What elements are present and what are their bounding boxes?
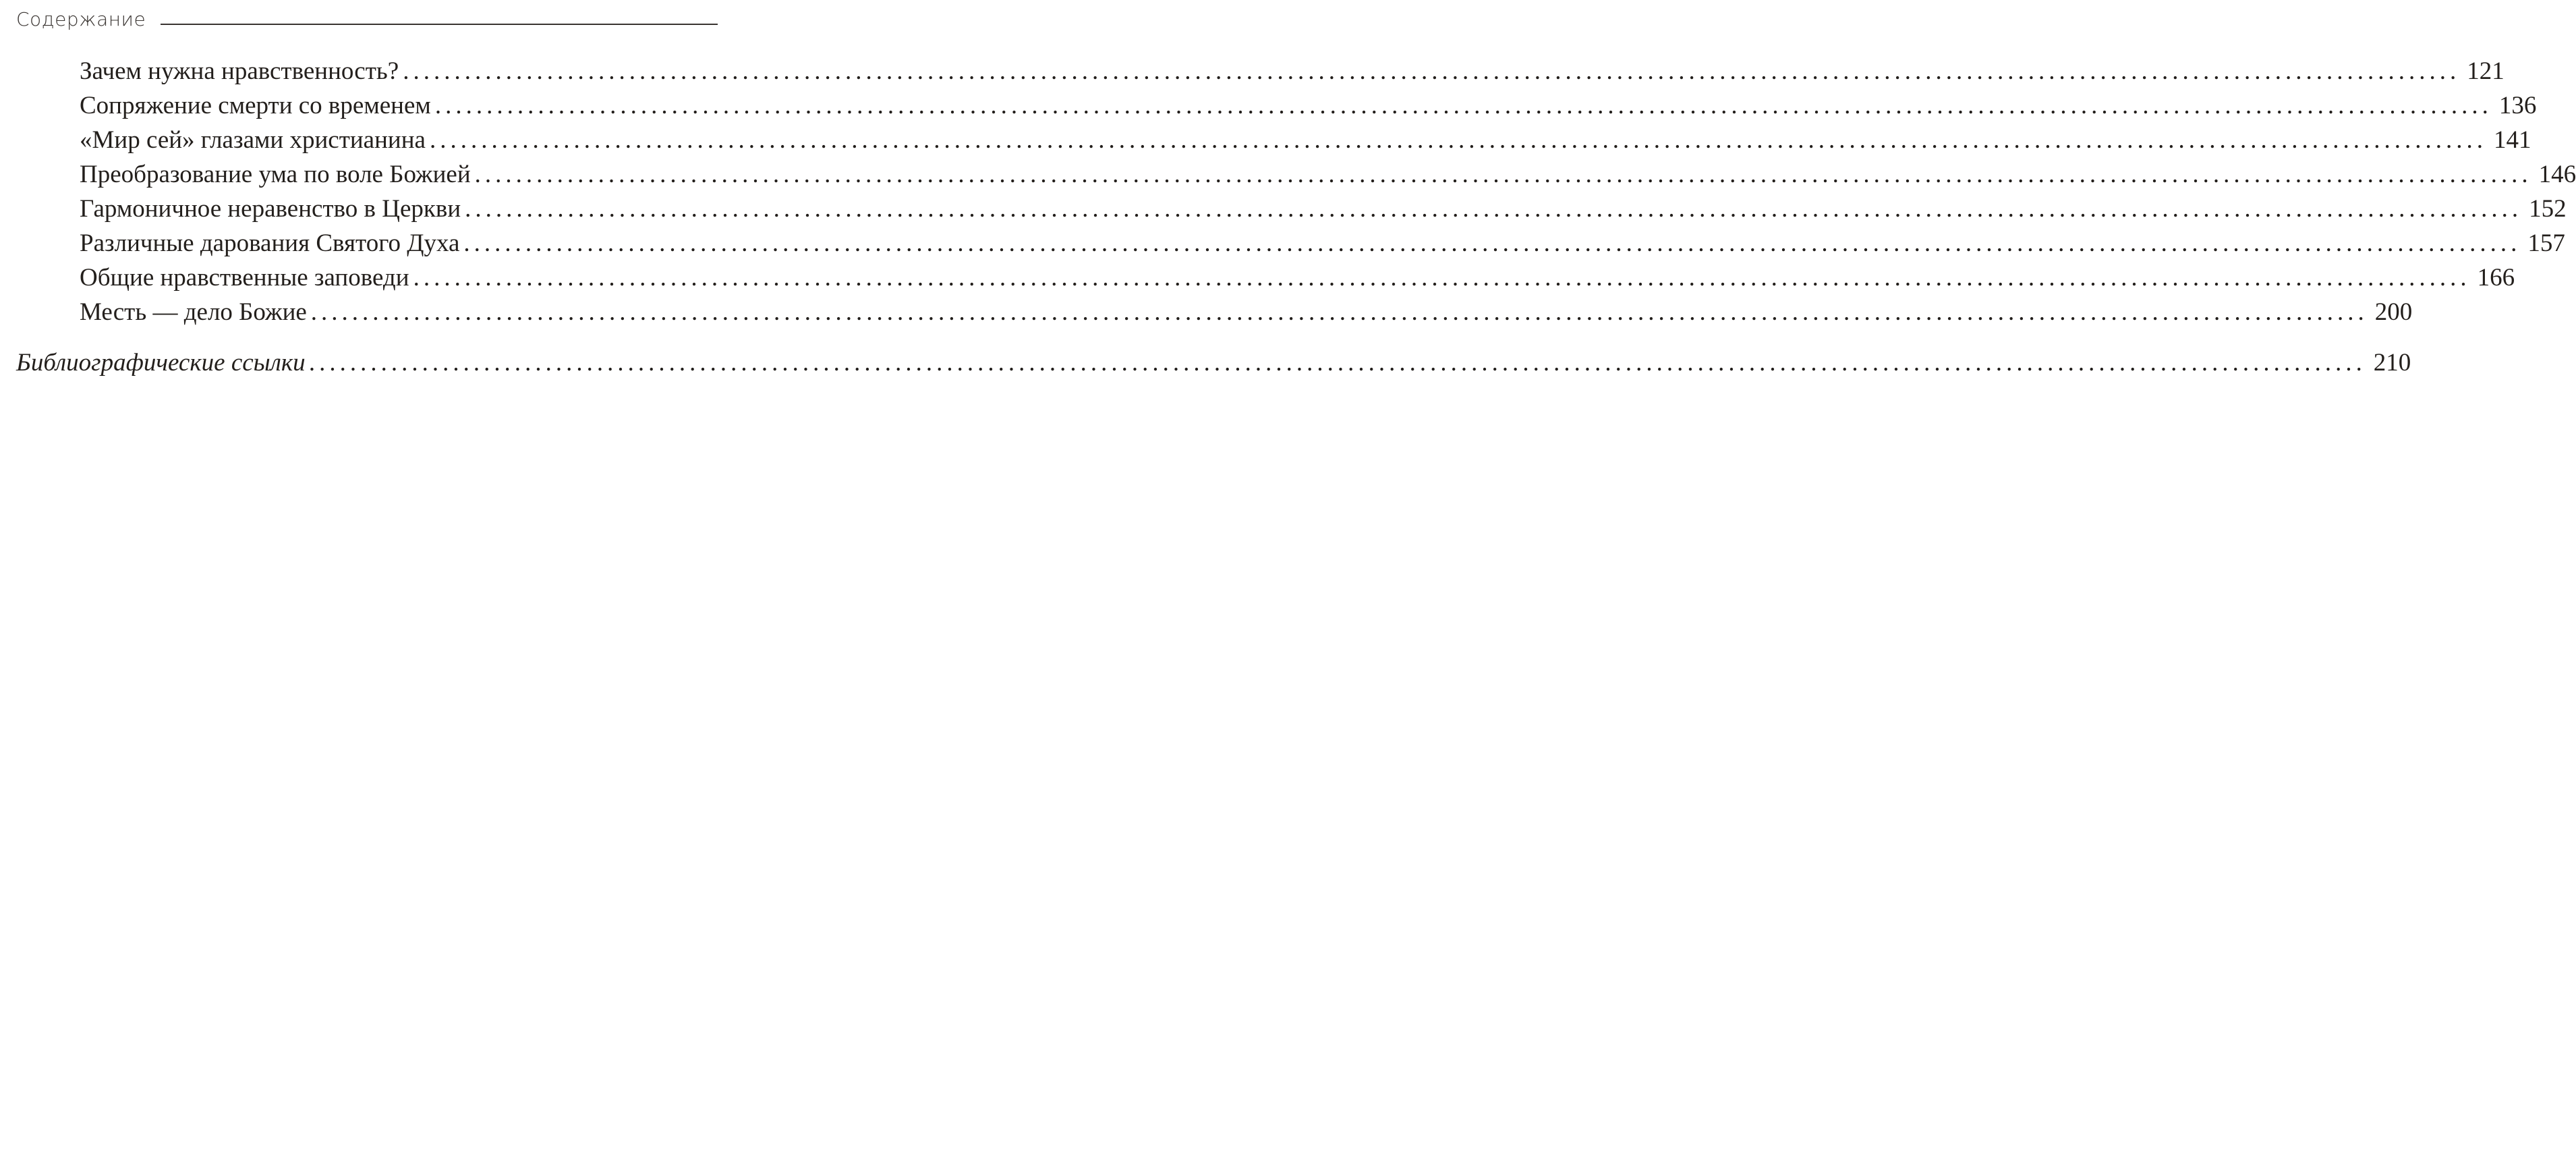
header-rule: [161, 24, 718, 25]
toc-entry-title: Месть — дело Божие: [80, 298, 307, 326]
toc-entry[interactable]: [80, 194, 2567, 227]
dot-leader: ........................................................................................................................................................................................................: [434, 92, 2492, 119]
header-title: Содержание: [16, 7, 146, 30]
toc-entry[interactable]: [80, 229, 2565, 261]
toc-entry-title: Общие нравственные заповеди: [80, 264, 409, 292]
toc-entry-title: Сопряжение смерти со временем: [80, 92, 431, 119]
toc-entry-page: 152: [2529, 195, 2567, 223]
dot-leader: ........................................................................................................................................................................................................: [465, 195, 2523, 223]
toc-entry-page: 157: [2527, 229, 2565, 257]
dot-leader: ........................................................................................................................................................................................................: [429, 126, 2487, 154]
toc-entry[interactable]: [80, 126, 2531, 158]
toc-entry-title: Различные дарования Святого Духа: [80, 229, 460, 257]
dot-leader: ........................................................................................................................................................................................................: [403, 57, 2461, 85]
toc-entry[interactable]: [80, 298, 2413, 330]
toc-entry-page: 121: [2467, 57, 2505, 85]
dot-leader: ........................................................................................................................................................................................................: [309, 349, 2367, 377]
toc-entry[interactable]: [80, 263, 2515, 296]
toc-entry-page: 141: [2493, 126, 2531, 154]
toc-entry-title: Гармоничное неравенство в Церкви: [80, 195, 461, 223]
toc-entry-page: 210: [2373, 349, 2411, 377]
running-header: [16, 5, 718, 32]
toc-entry[interactable]: [80, 57, 2505, 89]
toc-entry-title: Преобразование ума по воле Божией: [80, 161, 471, 188]
dot-leader: ........................................................................................................................................................................................................: [474, 161, 2532, 188]
toc-entry-page: 166: [2477, 264, 2515, 292]
toc-entry[interactable]: [80, 91, 2537, 123]
toc-entry-page: 146: [2538, 161, 2576, 188]
dot-leader: ........................................................................................................................................................................................................: [463, 229, 2521, 257]
toc-entry-title: «Мир сей» глазами христианина: [80, 126, 426, 154]
toc-entry-page: 136: [2498, 92, 2537, 119]
toc-entry-title: Библиографические ссылки: [16, 349, 306, 377]
toc-entry-bibliography[interactable]: [16, 348, 2411, 381]
dot-leader: ........................................................................................................................................................................................................: [310, 298, 2368, 326]
toc-entry-page: 200: [2374, 298, 2413, 326]
dot-leader: ........................................................................................................................................................................................................: [413, 264, 2471, 292]
toc-entry[interactable]: [80, 160, 2576, 192]
toc-entry-title: Зачем нужна нравственность?: [80, 57, 399, 85]
